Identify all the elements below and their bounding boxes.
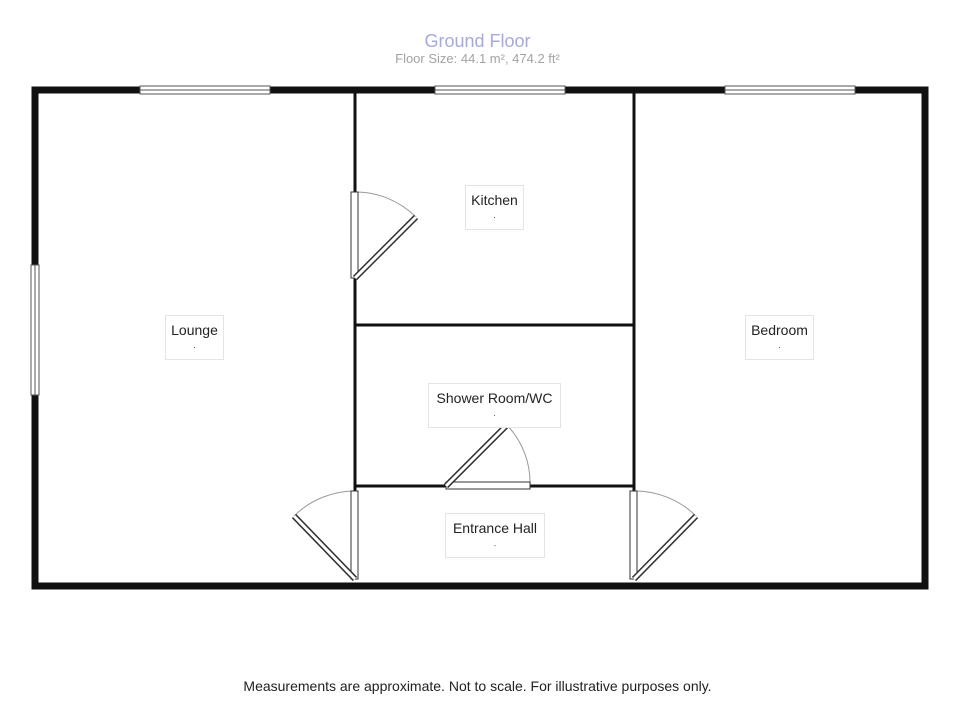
floor-size: Floor Size: 44.1 m², 474.2 ft² [395,51,560,66]
door-shower [446,425,530,489]
window-lounge-left [31,265,39,395]
door-kitchen [351,192,416,278]
room-name-bedroom: Bedroom [751,322,808,338]
window-bedroom-top [725,86,855,94]
interior-walls [355,90,634,491]
room-dims-lounge: . [193,340,196,350]
room-label-shower [428,383,561,428]
room-label-lounge [165,315,224,360]
room-dims-kitchen: . [493,210,496,220]
room-dims-bedroom: . [778,340,781,350]
room-name-shower: Shower Room/WC [436,390,553,406]
disclaimer: Measurements are approximate. Not to scale. For illustrative purposes only. [243,678,712,694]
room-name-kitchen: Kitchen [471,192,518,208]
room-label-kitchen [465,185,524,230]
room-dims-shower: . [493,408,496,418]
room-dims-hall: . [493,538,497,548]
room-name-hall: Entrance Hall [452,520,538,536]
room-name-lounge: Lounge [171,322,218,338]
door-bedroom [630,491,696,579]
window-kitchen-top [435,86,565,94]
window-lounge-top [140,86,270,94]
floor-title: Ground Floor [424,31,531,51]
door-lounge [294,491,358,579]
room-label-hall [445,513,545,558]
room-label-bedroom [745,315,814,360]
